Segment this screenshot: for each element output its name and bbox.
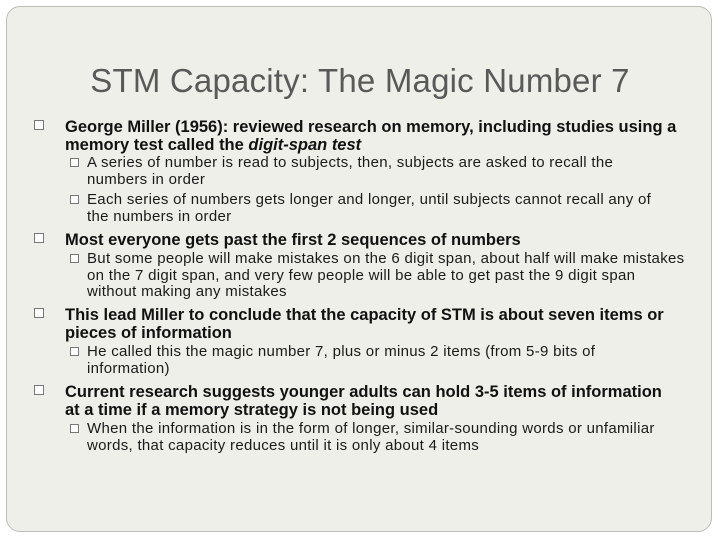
bullet-text-italic: digit-span test [248, 136, 362, 154]
square-bullet-icon [70, 424, 79, 433]
sub-bullet-item [70, 155, 670, 188]
bullet-text: This lead Miller to conclude that the capacity of STM is about seven items or pieces of information [65, 306, 664, 342]
sub-bullet-text: Each series of numbers gets longer and longer, until subjects cannot recall any of the numbers in order [87, 191, 652, 225]
sub-bullet-item [70, 251, 685, 301]
bullet-item [48, 231, 678, 249]
sub-bullet-item [70, 421, 670, 454]
sub-bullet-item [70, 344, 670, 377]
slide-title: STM Capacity: The Magic Number 7 [90, 62, 630, 99]
bullet-item [48, 118, 678, 154]
bullet-text-main: George Miller (1956): reviewed research on memory, including studies using a memory test called the [65, 118, 677, 154]
sub-bullet-text: He called this the magic number 7, plus or minus 2 items (from 5-9 bits of information) [87, 343, 596, 377]
square-bullet-icon [34, 120, 44, 130]
bullet-item [48, 306, 678, 342]
sub-bullet-text: A series of number is read to subjects, then, subjects are asked to recall the numbers in order [87, 154, 614, 188]
square-bullet-icon [70, 158, 79, 167]
square-bullet-icon [34, 385, 44, 395]
bullet-text: Most everyone gets past the first 2 sequences of numbers [65, 231, 521, 249]
bullet-text [48, 118, 678, 154]
bullet-text: Current research suggests younger adults can hold 3-5 items of information at a time if a memory strategy is not being used [65, 383, 662, 419]
square-bullet-icon [34, 233, 44, 243]
square-bullet-icon [70, 254, 79, 263]
bullet-item [48, 383, 678, 419]
sub-bullet-text: But some people will make mistakes on the 6 digit span, about half will make mistakes on the 7 digit span, and very few people will be able to get past the 9 digit span without making any mistakes [87, 250, 685, 300]
square-bullet-icon [34, 308, 44, 318]
square-bullet-icon [70, 347, 79, 356]
sub-bullet-text: When the information is in the form of longer, similar-sounding words or unfamiliar words, that capacity reduces until it is only about 4 items [87, 420, 655, 454]
sub-bullet-item [70, 192, 670, 225]
square-bullet-icon [70, 195, 79, 204]
